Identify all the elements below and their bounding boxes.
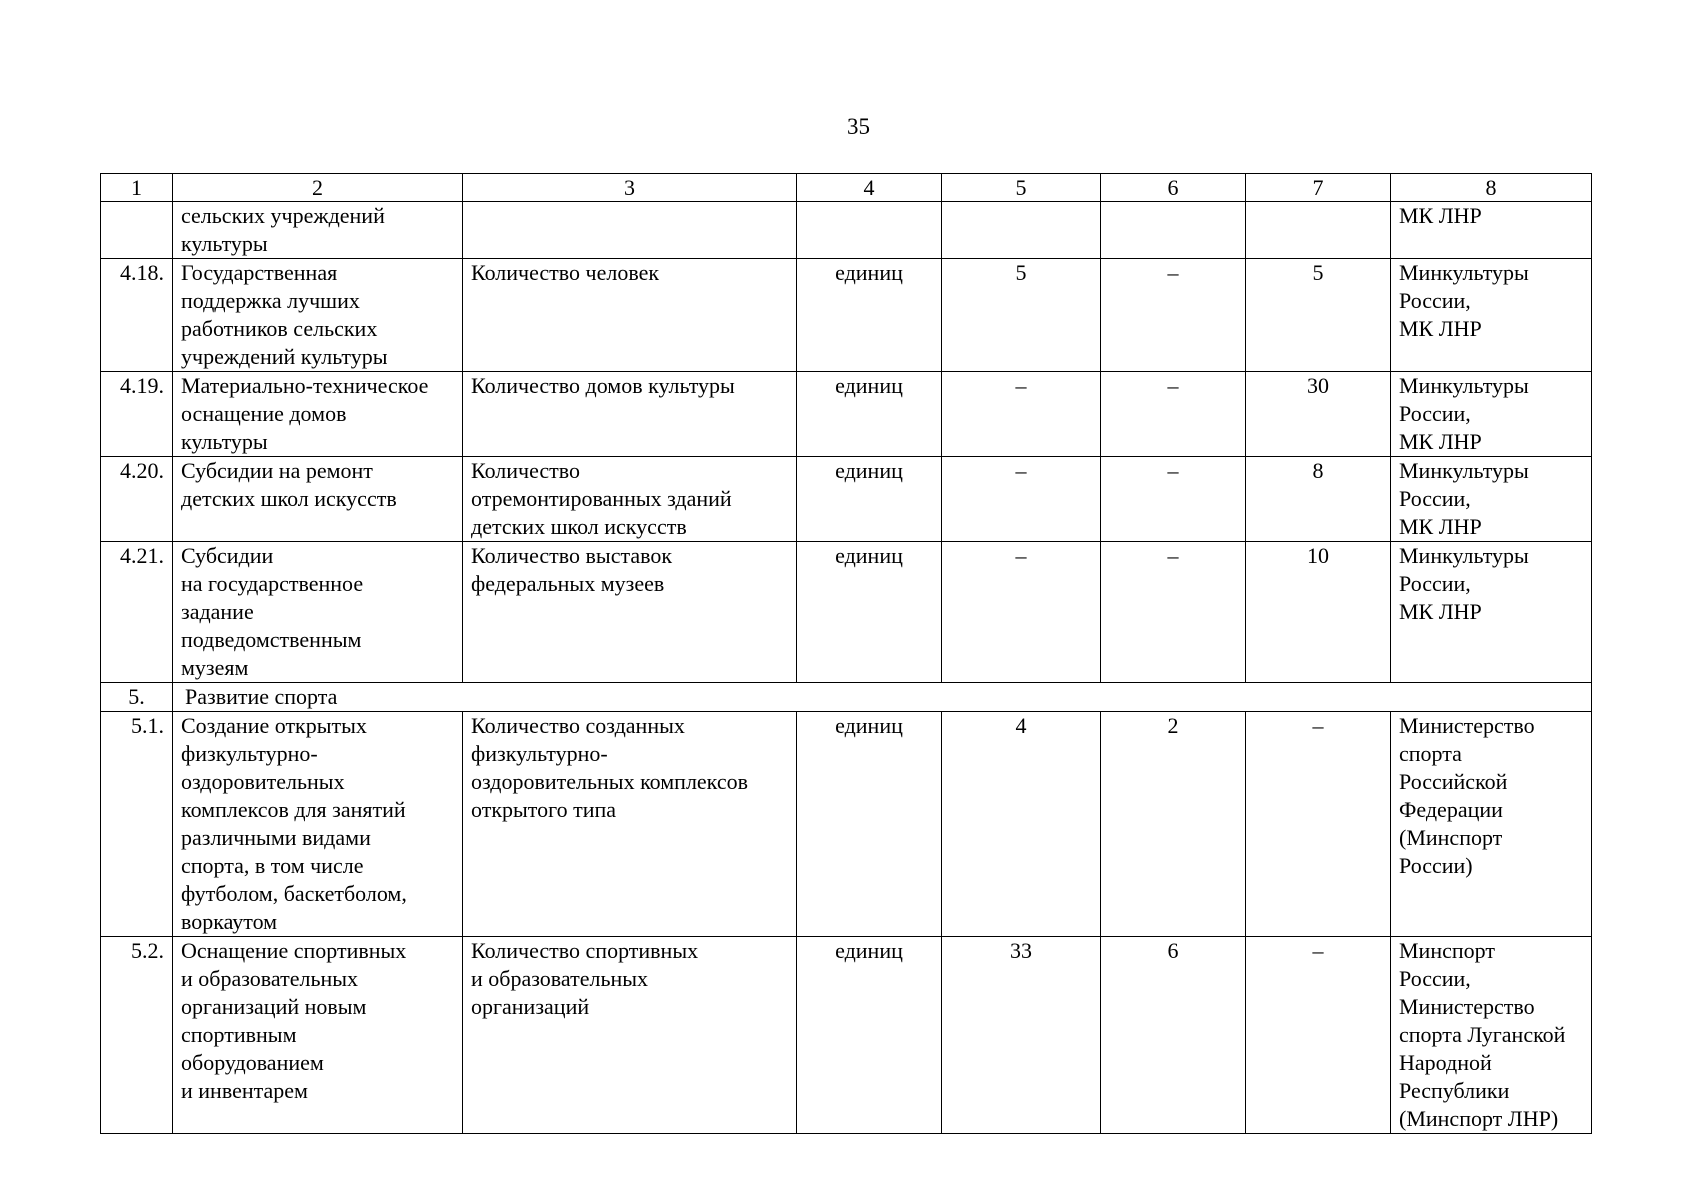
- row-number: 4.19.: [101, 372, 173, 457]
- indicator-name: Количество отремонтированных зданий детских школ искусств: [463, 457, 797, 542]
- column-number: 5: [942, 174, 1101, 202]
- indicator-name: Количество выставок федеральных музеев: [463, 542, 797, 683]
- row-number: 5.2.: [101, 937, 173, 1134]
- table-row: [101, 259, 1592, 372]
- row-number: 4.21.: [101, 542, 173, 683]
- value-col5: –: [942, 372, 1101, 457]
- indicator-name: Количество созданных физкультурно- оздоровительных комплексов открытого типа: [463, 712, 797, 937]
- unit: единиц: [797, 712, 942, 937]
- section-title: Развитие спорта: [173, 683, 1592, 712]
- value-col7: 8: [1246, 457, 1391, 542]
- table-row: [101, 457, 1592, 542]
- unit: [797, 202, 942, 259]
- value-col7: –: [1246, 712, 1391, 937]
- column-number: 3: [463, 174, 797, 202]
- event-name: Государственная поддержка лучших работников сельских учреждений культуры: [173, 259, 463, 372]
- responsible: Минспорт России, Министерство спорта Луганской Народной Республики (Минспорт ЛНР): [1391, 937, 1592, 1134]
- value-col7: 30: [1246, 372, 1391, 457]
- unit: единиц: [797, 457, 942, 542]
- value-col5: –: [942, 542, 1101, 683]
- column-number-row: [101, 174, 1592, 202]
- responsible: Министерство спорта Российской Федерации (Минспорт России): [1391, 712, 1592, 937]
- value-col5: –: [942, 457, 1101, 542]
- column-number: 1: [101, 174, 173, 202]
- responsible: Минкультуры России, МК ЛНР: [1391, 259, 1592, 372]
- unit: единиц: [797, 259, 942, 372]
- value-col6: 2: [1101, 712, 1246, 937]
- event-name: Субсидии на государственное задание подведомственным музеям: [173, 542, 463, 683]
- value-col7: 5: [1246, 259, 1391, 372]
- indicator-name: Количество спортивных и образовательных организаций: [463, 937, 797, 1134]
- row-number: 4.20.: [101, 457, 173, 542]
- responsible: Минкультуры России, МК ЛНР: [1391, 542, 1592, 683]
- value-col7: [1246, 202, 1391, 259]
- table-row: [101, 202, 1592, 259]
- indicator-name: [463, 202, 797, 259]
- value-col6: 6: [1101, 937, 1246, 1134]
- indicator-name: Количество человек: [463, 259, 797, 372]
- unit: единиц: [797, 937, 942, 1134]
- indicators-table: [100, 173, 1592, 1134]
- value-col6: [1101, 202, 1246, 259]
- value-col5: 33: [942, 937, 1101, 1134]
- responsible: Минкультуры России, МК ЛНР: [1391, 372, 1592, 457]
- row-number: 5.1.: [101, 712, 173, 937]
- unit: единиц: [797, 372, 942, 457]
- table-row: [101, 372, 1592, 457]
- unit: единиц: [797, 542, 942, 683]
- table-row: [101, 542, 1592, 683]
- responsible: МК ЛНР: [1391, 202, 1592, 259]
- value-col7: –: [1246, 937, 1391, 1134]
- column-number: 8: [1391, 174, 1592, 202]
- value-col5: 5: [942, 259, 1101, 372]
- value-col6: –: [1101, 542, 1246, 683]
- value-col6: –: [1101, 259, 1246, 372]
- column-number: 2: [173, 174, 463, 202]
- value-col6: –: [1101, 372, 1246, 457]
- section-number: 5.: [101, 683, 173, 712]
- column-number: 6: [1101, 174, 1246, 202]
- value-col5: 4: [942, 712, 1101, 937]
- indicator-name: Количество домов культуры: [463, 372, 797, 457]
- row-number: 4.18.: [101, 259, 173, 372]
- value-col5: [942, 202, 1101, 259]
- event-name: Оснащение спортивных и образовательных организаций новым спортивным оборудованием и инвентарем: [173, 937, 463, 1134]
- table-row: [101, 937, 1592, 1134]
- table-row: [101, 712, 1592, 937]
- value-col6: –: [1101, 457, 1246, 542]
- event-name: сельских учреждений культуры: [173, 202, 463, 259]
- event-name: Создание открытых физкультурно- оздоровительных комплексов для занятий различными видами спорта, в том числе футболом, баскетболом, воркаутом: [173, 712, 463, 937]
- column-number: 7: [1246, 174, 1391, 202]
- event-name: Материально-техническое оснащение домов культуры: [173, 372, 463, 457]
- column-number: 4: [797, 174, 942, 202]
- page-number: 35: [847, 114, 870, 139]
- row-number: [101, 202, 173, 259]
- section-row: [101, 683, 1592, 712]
- responsible: Минкультуры России, МК ЛНР: [1391, 457, 1592, 542]
- event-name: Субсидии на ремонт детских школ искусств: [173, 457, 463, 542]
- value-col7: 10: [1246, 542, 1391, 683]
